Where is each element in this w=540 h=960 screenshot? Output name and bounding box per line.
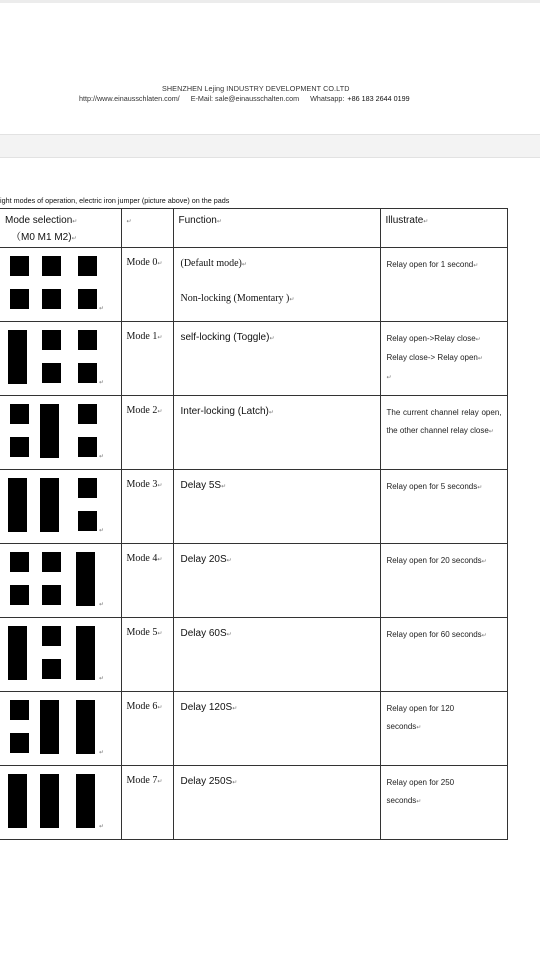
function-text: self-locking (Toggle) — [180, 332, 270, 343]
mode-cell — [121, 692, 173, 766]
function-cell — [173, 766, 380, 840]
whatsapp-text — [310, 94, 419, 103]
table-row — [0, 692, 507, 766]
jumper-pad — [10, 437, 29, 457]
table-row — [0, 322, 507, 396]
paragraph-mark: ↵ — [71, 236, 77, 242]
paragraph-mark: ↵ — [386, 375, 392, 381]
illustrate-cell — [380, 470, 507, 544]
mode-cell — [121, 544, 173, 618]
illustrate-text: Relay open for 60 seconds — [386, 630, 482, 639]
function-text: Delay 250S — [180, 776, 233, 787]
paragraph-mark: ↵ — [157, 261, 163, 267]
mode-label: Mode 1 — [126, 331, 158, 342]
jumper-pad — [10, 733, 29, 753]
jumper-diagram-mode-3 — [0, 470, 121, 544]
paragraph-mark: ↵ — [481, 633, 487, 639]
mode-cell — [121, 470, 173, 544]
function-text: Delay 5S — [180, 480, 222, 491]
paragraph-mark: ↵ — [416, 725, 422, 731]
illustrate-cell — [380, 544, 507, 618]
jumper-diagram-mode-1 — [0, 322, 121, 396]
paragraph-mark: ↵ — [226, 632, 232, 638]
function-text: Delay 120S — [180, 702, 233, 713]
paragraph-mark: ↵ — [99, 454, 105, 460]
illustrate-cell — [380, 322, 507, 396]
company-name: SHENZHEN Lejing INDUSTRY DEVELOPMENT CO.LTD — [162, 84, 350, 93]
illustrate-cell — [380, 248, 507, 322]
jumper-bridge — [8, 626, 27, 680]
paragraph-mark: ↵ — [269, 336, 275, 342]
illustrate-text: Relay open for 250 — [386, 778, 455, 787]
illustrate-text: Relay open for 1 second — [386, 260, 474, 269]
table-row — [0, 544, 507, 618]
jumper-diagram-mode-7 — [0, 766, 121, 840]
paragraph-mark: ↵ — [126, 219, 132, 225]
header-mode — [121, 209, 173, 248]
function-text: (Default mode) — [180, 258, 242, 269]
jumper-pad — [78, 511, 97, 531]
mode-cell — [121, 618, 173, 692]
mode-label: Mode 2 — [126, 405, 158, 416]
jumper-pad — [78, 404, 97, 424]
illustrate-cell — [380, 396, 507, 470]
jumper-pad — [10, 700, 29, 720]
whatsapp-number: +86 183 2644 0199 — [347, 94, 410, 103]
illustrate-cell — [380, 766, 507, 840]
jumper-pad — [78, 330, 97, 350]
paragraph-mark: ↵ — [481, 559, 487, 565]
paragraph-mark: ↵ — [157, 779, 163, 785]
paragraph-mark: ↵ — [216, 219, 222, 225]
contact-line — [79, 94, 428, 104]
paragraph-mark: ↵ — [99, 602, 105, 608]
function-text: Inter-locking (Latch) — [180, 406, 269, 417]
header-selection-line2: （M0 M1 M2) — [11, 232, 72, 243]
jumper-pad — [42, 659, 61, 679]
email-text: E-Mail: sale@einausschalten.com — [190, 94, 300, 103]
jumper-diagram-mode-6 — [0, 692, 121, 766]
paragraph-mark: ↵ — [232, 780, 238, 786]
jumper-pad — [10, 289, 29, 309]
mode-label: Mode 0 — [126, 257, 158, 268]
paragraph-mark: ↵ — [157, 705, 163, 711]
table-row — [0, 618, 507, 692]
mode-label: Mode 6 — [126, 701, 158, 712]
header-function-label: Function — [178, 215, 217, 226]
jumper-pad — [10, 552, 29, 572]
paragraph-mark: ↵ — [221, 484, 227, 490]
jumper-diagram-mode-5 — [0, 618, 121, 692]
header-mode-selection — [0, 209, 121, 248]
jumper-pad — [10, 404, 29, 424]
paragraph-mark: ↵ — [99, 306, 105, 312]
paragraph-mark: ↵ — [226, 558, 232, 564]
table-row — [0, 248, 507, 322]
jumper-diagram-mode-4 — [0, 544, 121, 618]
illustrate-text: seconds — [386, 722, 417, 731]
jumper-pad — [10, 256, 29, 276]
page-break — [0, 134, 540, 158]
function-cell — [173, 544, 380, 618]
illustrate-text: seconds — [386, 796, 417, 805]
jumper-bridge — [40, 478, 59, 532]
intro-text: ight modes of operation, electric iron jumper (picture above) on the pads — [0, 196, 230, 205]
function-text: Delay 60S — [180, 628, 227, 639]
jumper-bridge — [76, 700, 95, 754]
illustrate-text: The current channel relay open, the other channel relay close — [386, 408, 502, 435]
jumper-pad — [78, 478, 97, 498]
illustrate-text: Relay open for 5 seconds — [386, 482, 478, 491]
paragraph-mark: ↵ — [99, 380, 105, 386]
paragraph-mark: ↵ — [157, 335, 163, 341]
table-row — [0, 470, 507, 544]
jumper-pad — [78, 437, 97, 457]
illustrate-cell — [380, 618, 507, 692]
function-cell — [173, 248, 380, 322]
jumper-pad — [42, 289, 61, 309]
header-function — [173, 209, 380, 248]
mode-cell — [121, 766, 173, 840]
paragraph-mark: ↵ — [99, 824, 105, 830]
modes-table — [0, 208, 508, 840]
jumper-diagram-mode-2 — [0, 396, 121, 470]
table-row — [0, 766, 507, 840]
header-selection-line1: Mode selection — [5, 215, 73, 226]
paragraph-mark: ↵ — [268, 410, 274, 416]
jumper-bridge — [76, 774, 95, 828]
jumper-pad — [42, 363, 61, 383]
paragraph-mark: ↵ — [99, 750, 105, 756]
paragraph-mark: ↵ — [99, 676, 105, 682]
function-cell — [173, 396, 380, 470]
function-cell — [173, 692, 380, 766]
paragraph-mark: ↵ — [232, 706, 238, 712]
paragraph-mark: ↵ — [423, 219, 429, 225]
paragraph-mark: ↵ — [416, 799, 422, 805]
illustrate-text: Relay open->Relay close — [386, 334, 476, 343]
jumper-pad — [78, 256, 97, 276]
whatsapp-label: Whatsapp: — [310, 94, 345, 103]
paragraph-mark: ↵ — [477, 356, 483, 362]
illustrate-cell — [380, 692, 507, 766]
mode-cell — [121, 396, 173, 470]
mode-label: Mode 5 — [126, 627, 158, 638]
jumper-pad — [78, 289, 97, 309]
paragraph-mark: ↵ — [157, 631, 163, 637]
function-text: Delay 20S — [180, 554, 227, 565]
top-divider — [0, 0, 540, 3]
paragraph-mark: ↵ — [241, 262, 247, 268]
jumper-bridge — [8, 478, 27, 532]
paragraph-mark: ↵ — [99, 528, 105, 534]
table-row — [0, 396, 507, 470]
function-text: Non-locking (Momentary ) — [180, 293, 290, 304]
jumper-pad — [42, 552, 61, 572]
paragraph-mark: ↵ — [289, 297, 295, 303]
illustrate-text: Relay close-> Relay open — [386, 353, 478, 362]
jumper-pad — [10, 585, 29, 605]
function-cell — [173, 618, 380, 692]
jumper-pad — [42, 585, 61, 605]
mode-label: Mode 7 — [126, 775, 158, 786]
paragraph-mark: ↵ — [477, 485, 483, 491]
function-cell — [173, 322, 380, 396]
mode-cell — [121, 248, 173, 322]
mode-label: Mode 3 — [126, 479, 158, 490]
jumper-bridge — [40, 774, 59, 828]
function-cell — [173, 470, 380, 544]
jumper-pad — [78, 363, 97, 383]
jumper-bridge — [8, 330, 27, 384]
mode-cell — [121, 322, 173, 396]
paragraph-mark: ↵ — [488, 429, 494, 435]
jumper-bridge — [40, 404, 59, 458]
header-illustrate — [380, 209, 507, 248]
illustrate-text: Relay open for 120 — [386, 704, 455, 713]
table-header-row — [0, 209, 507, 248]
paragraph-mark: ↵ — [475, 337, 481, 343]
jumper-bridge — [8, 774, 27, 828]
jumper-bridge — [76, 552, 95, 606]
header-illustrate-label: Illustrate — [385, 215, 424, 226]
jumper-pad — [42, 330, 61, 350]
paragraph-mark: ↵ — [72, 219, 78, 225]
mode-label: Mode 4 — [126, 553, 158, 564]
jumper-pad — [42, 626, 61, 646]
jumper-bridge — [76, 626, 95, 680]
paragraph-mark: ↵ — [157, 557, 163, 563]
paragraph-mark: ↵ — [157, 409, 163, 415]
website-link[interactable]: http://www.einausschlaten.com/ — [79, 94, 180, 103]
paragraph-mark: ↵ — [473, 263, 479, 269]
paragraph-mark: ↵ — [157, 483, 163, 489]
illustrate-text: Relay open for 20 seconds — [386, 556, 482, 565]
jumper-pad — [42, 256, 61, 276]
jumper-bridge — [40, 700, 59, 754]
jumper-diagram-mode-0 — [0, 248, 121, 322]
